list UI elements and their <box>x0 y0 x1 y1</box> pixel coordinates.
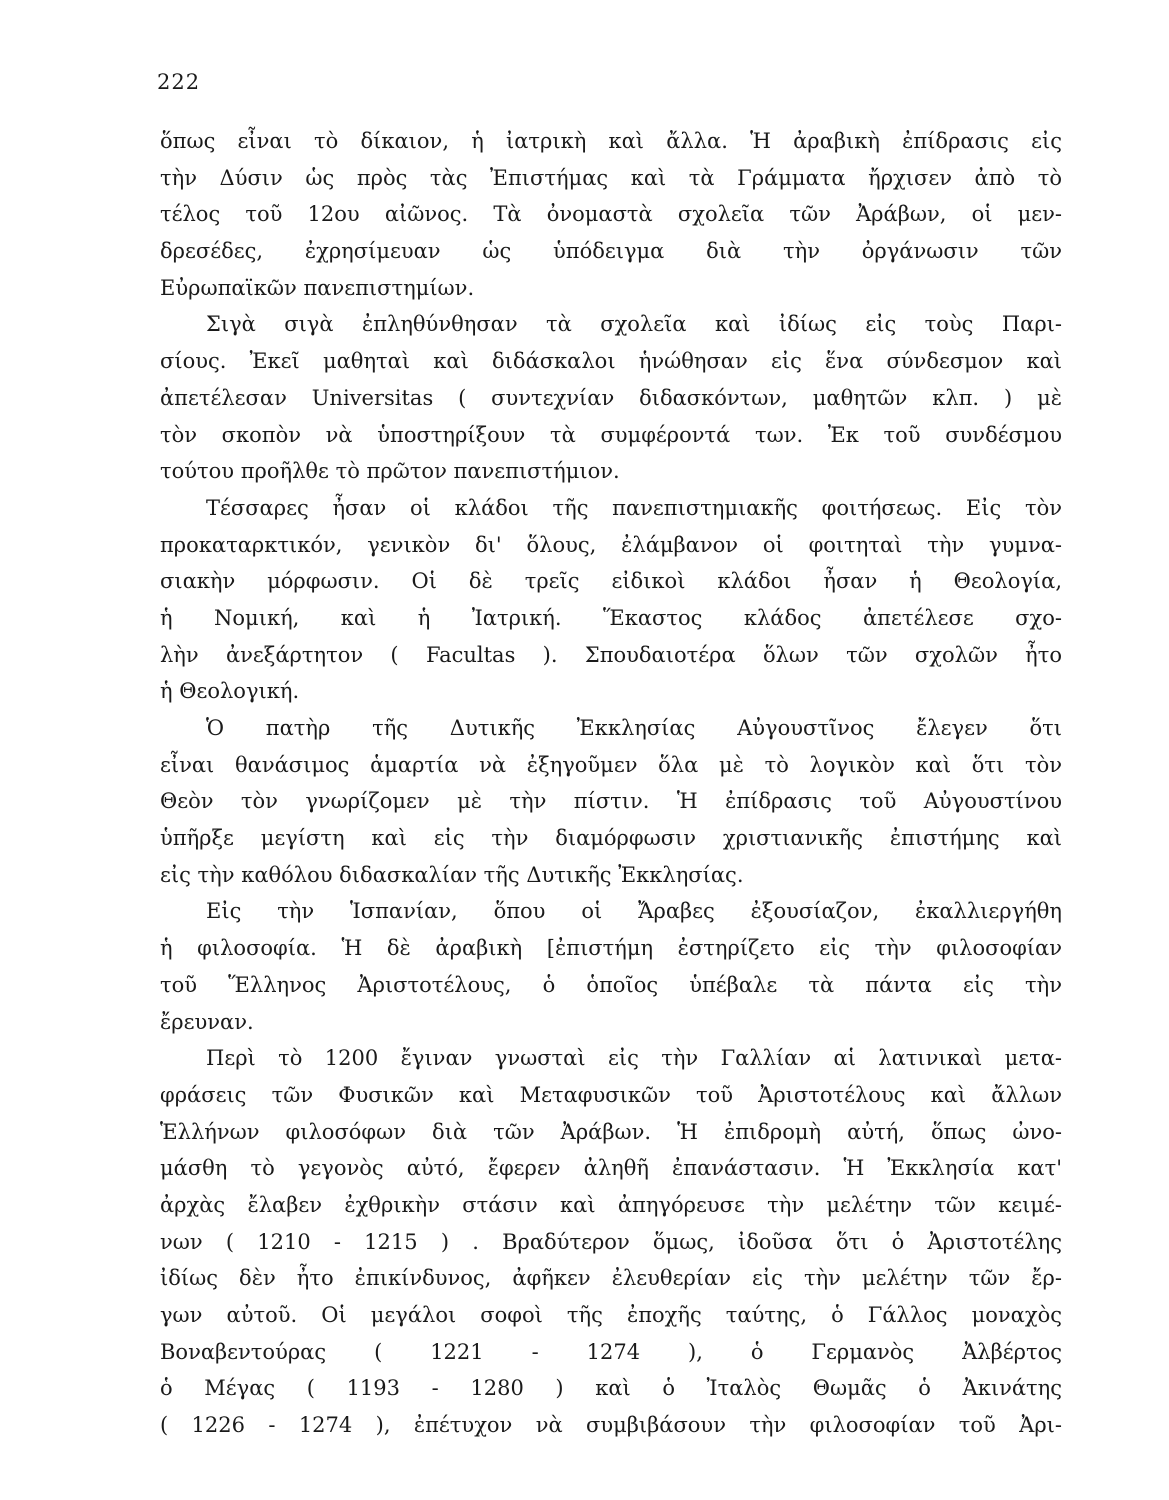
text-line: τὸν σκοπὸν νὰ ὑποστηρίξουν τὰ συμφέροντά των. Ἐκ τοῦ συνδέσμου <box>160 422 1062 447</box>
text-line: τούτου προῆλθε τὸ πρῶτον πανεπιστήμιον. <box>160 459 620 484</box>
text-line: Περὶ τὸ 1200 ἔγιναν γνωσταὶ εἰς τὴν Γαλλίαν αἱ λατινικαὶ μετα- <box>206 1046 1062 1071</box>
text-line: ἡ φιλοσοφία. Ἡ δὲ ἀραβικὴ [ἐπιστήμη ἐστηρίζετο εἰς τὴν φιλοσοφίαν <box>160 936 1062 961</box>
text-line: ἔρευναν. <box>160 1009 254 1034</box>
text-line: τοῦ Ἕλληνος Ἀριστοτέλους, ὁ ὁποῖος ὑπέβαλε τὰ πάντα εἰς τὴν <box>160 972 1062 997</box>
text-line: μάσθη τὸ γεγονὸς αὐτό, ἔφερεν ἀληθῆ ἐπανάστασιν. Ἡ Ἐκκλησία κατ' <box>160 1156 1062 1181</box>
text-line: ὅπως εἶναι τὸ δίκαιον, ἡ ἰατρικὴ καὶ ἄλλα. Ἡ ἀραβικὴ ἐπίδρασις εἰς <box>160 129 1062 153</box>
text-line: Βοναβεντούρας ( 1221 - 1274 ), ὁ Γερμανὸς Ἀλβέρτος <box>160 1339 1062 1364</box>
text-line: Τέσσαρες ἦσαν οἱ κλάδοι τῆς πανεπιστημιακῆς φοιτήσεως. Εἰς τὸν <box>206 495 1062 520</box>
text-line: σίους. Ἐκεῖ μαθηταὶ καὶ διδάσκαλοι ἡνώθησαν εἰς ἕνα σύνδεσμον καὶ <box>160 349 1062 374</box>
text-line: Εἰς τὴν Ἱσπανίαν, ὅπου οἱ Ἄραβες ἐξουσίαζον, ἐκαλλιεργήθη <box>206 899 1062 924</box>
text-line: εἰς τὴν καθόλου διδασκαλίαν τῆς Δυτικῆς Ἐκκλησίας. <box>160 862 744 887</box>
text-line: Σιγὰ σιγὰ ἐπληθύνθησαν τὰ σχολεῖα καὶ ἰδίως εἰς τοὺς Παρι- <box>206 312 1062 337</box>
text-line: δρεσέδες, ἐχρησίμευαν ὡς ὑπόδειγμα διὰ τὴν ὀργάνωσιν τῶν <box>160 239 1062 264</box>
text-line: ἰδίως δὲν ἦτο ἐπικίνδυνος, ἀφῆκεν ἐλευθερίαν εἰς τὴν μελέτην τῶν ἔρ- <box>160 1266 1062 1291</box>
text-line: σιακὴν μόρφωσιν. Οἱ δὲ τρεῖς εἰδικοὶ κλάδοι ἦσαν ἡ Θεολογία, <box>160 569 1062 594</box>
text-line: ( 1226 - 1274 ), ἐπέτυχον νὰ συμβιβάσουν τὴν φιλοσοφίαν τοῦ Ἀρι- <box>160 1413 1062 1438</box>
text-line: λὴν ἀνεξάρτητον ( Facultas ). Σπουδαιοτέρα ὅλων τῶν σχολῶν ἦτο <box>160 642 1062 667</box>
text-line: γων αὐτοῦ. Οἱ μεγάλοι σοφοὶ τῆς ἐποχῆς ταύτης, ὁ Γάλλος μοναχὸς <box>160 1303 1062 1327</box>
text-line: νων ( 1210 - 1215 ) . Βραδύτερον ὅμως, ἰδοῦσα ὅτι ὁ Ἀριστοτέλης <box>160 1229 1062 1254</box>
text-line: φράσεις τῶν Φυσικῶν καὶ Μεταφυσικῶν τοῦ Ἀριστοτέλους καὶ ἄλλων <box>160 1082 1062 1107</box>
text-line: τὴν Δύσιν ὡς πρὸς τὰς Ἐπιστήμας καὶ τὰ Γράμματα ἤρχισεν ἀπὸ τὸ <box>160 165 1062 190</box>
text-line: προκαταρκτικόν, γενικὸν δι' ὅλους, ἐλάμβανον οἱ φοιτηταὶ τὴν γυμνα- <box>160 532 1062 557</box>
text-line: ἀπετέλεσαν Universitas ( συντεχνίαν διδασκόντων, μαθητῶν κλπ. ) μὲ <box>160 385 1062 410</box>
text-line: τέλος τοῦ 12ου αἰῶνος. Τὰ ὀνομαστὰ σχολεῖα τῶν Ἀράβων, οἱ μεν- <box>160 202 1062 227</box>
text-line: ἡ Νομική, καὶ ἡ Ἰατρική. Ἕκαστος κλάδος ἀπετέλεσε σχο- <box>160 605 1062 630</box>
text-line: ὁ Μέγας ( 1193 - 1280 ) καὶ ὁ Ἰταλὸς Θωμᾶς ὁ Ἀκινάτης <box>160 1376 1062 1401</box>
body-text <box>160 123 1062 1444</box>
text-line: Θεὸν τὸν γνωρίζομεν μὲ τὴν πίστιν. Ἡ ἐπίδρασις τοῦ Αὐγουστίνου <box>160 789 1062 814</box>
text-line: ὑπῆρξε μεγίστη καὶ εἰς τὴν διαμόρφωσιν χριστιανικῆς ἐπιστήμης καὶ <box>160 826 1062 851</box>
text-line: ἡ Θεολογική. <box>160 679 300 704</box>
text-line: ἀρχὰς ἔλαβεν ἐχθρικὴν στάσιν καὶ ἀπηγόρευσε τὴν μελέτην τῶν κειμέ- <box>160 1192 1062 1217</box>
text-line: Ὁ πατὴρ τῆς Δυτικῆς Ἐκκλησίας Αὐγουστῖνος ἔλεγεν ὅτι <box>206 716 1062 740</box>
text-line: εἶναι θανάσιμος ἁμαρτία νὰ ἐξηγοῦμεν ὅλα μὲ τὸ λογικὸν καὶ ὅτι τὸν <box>160 752 1062 777</box>
text-line: Ἑλλήνων φιλοσόφων διὰ τῶν Ἀράβων. Ἡ ἐπιδρομὴ αὐτή, ὅπως ὠνο- <box>160 1119 1062 1144</box>
page-number: 222 <box>157 70 201 94</box>
text-line: Εὐρωπαϊκῶν πανεπιστημίων. <box>160 275 475 300</box>
